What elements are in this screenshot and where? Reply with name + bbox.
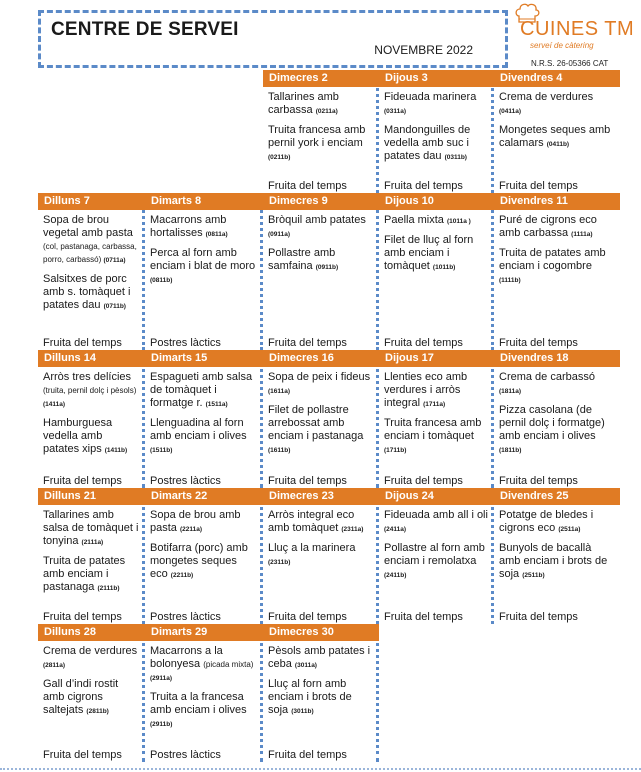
day-header: Dimarts 29 bbox=[145, 624, 263, 641]
day-header: Dilluns 14 bbox=[38, 350, 145, 367]
dish-name: Perca al forn amb enciam i blat de moro bbox=[150, 247, 256, 272]
day-cell bbox=[145, 350, 263, 488]
day-cell bbox=[494, 70, 617, 193]
day-header: Divendres 25 bbox=[494, 488, 620, 505]
dish-name: Botifarra (porc) amb mongetes seques eco bbox=[150, 542, 248, 580]
dish-code: (2411a) bbox=[384, 526, 407, 533]
dessert: Fruita del temps bbox=[499, 180, 578, 192]
second-course bbox=[268, 247, 373, 274]
day-cell bbox=[38, 350, 145, 488]
day-header: Dimecres 23 bbox=[263, 488, 379, 505]
empty-day-cell bbox=[38, 70, 145, 193]
dessert: Fruita del temps bbox=[499, 611, 578, 623]
first-course bbox=[384, 91, 488, 118]
dish-code: (2211a) bbox=[179, 526, 203, 533]
dish-code: (2111b) bbox=[97, 585, 120, 592]
dish-name: Llenties eco amb verdures i arròs integral bbox=[384, 371, 468, 409]
dish-code: (0911a) bbox=[268, 231, 291, 238]
page-title: CENTRE DE SERVEI bbox=[51, 19, 239, 40]
first-course bbox=[268, 371, 373, 398]
dessert: Fruita del temps bbox=[268, 475, 347, 487]
first-course bbox=[499, 91, 614, 118]
dish-code: (2811b) bbox=[86, 708, 109, 715]
first-course bbox=[43, 214, 139, 267]
dessert: Postres làctics bbox=[150, 611, 221, 623]
day-header: Dilluns 28 bbox=[38, 624, 145, 641]
dish-code: (2111a) bbox=[81, 539, 104, 546]
dish-code: (0411b) bbox=[546, 141, 570, 148]
day-header: Dijous 17 bbox=[379, 350, 494, 367]
logo-tagline: serveí de càtering bbox=[530, 41, 594, 50]
second-course bbox=[43, 678, 139, 718]
dish-code: (1111a) bbox=[571, 231, 593, 238]
day-dishes bbox=[145, 641, 260, 731]
title-box bbox=[38, 10, 508, 68]
dish-code: (1611a) bbox=[268, 388, 291, 395]
dessert: Fruita del temps bbox=[43, 337, 122, 349]
dish-code: (3011a) bbox=[294, 662, 317, 669]
first-course bbox=[384, 509, 488, 536]
dessert: Fruita del temps bbox=[43, 749, 122, 761]
day-cell bbox=[379, 70, 494, 193]
second-course bbox=[150, 417, 257, 457]
second-course bbox=[150, 247, 257, 287]
day-dishes bbox=[263, 210, 376, 274]
empty-day-cell bbox=[379, 624, 494, 762]
dessert: Fruita del temps bbox=[268, 611, 347, 623]
first-course bbox=[499, 509, 614, 536]
dish-name: Lluç a la marinera bbox=[268, 542, 356, 554]
dish-name: Potatge de bledes i cigrons eco bbox=[499, 509, 594, 534]
first-course bbox=[43, 509, 139, 549]
logo-name: CUINES TM bbox=[520, 18, 635, 40]
dish-code: (0311b) bbox=[444, 154, 467, 161]
dish-name: Crema de verdures bbox=[499, 91, 594, 103]
dish-code: (2311b) bbox=[268, 559, 291, 566]
dish-code: (1111b) bbox=[499, 277, 521, 284]
day-cell bbox=[38, 624, 145, 762]
dish-code: (2411b) bbox=[384, 572, 407, 579]
dish-name: Tallarines amb salsa de tomàquet i tonyina bbox=[43, 509, 139, 547]
day-dishes bbox=[38, 210, 142, 313]
day-dishes bbox=[379, 367, 491, 457]
day-cell bbox=[379, 193, 494, 350]
dish-name: Truita francesa amb pernil york i enciam bbox=[268, 124, 366, 149]
day-header: Divendres 4 bbox=[494, 70, 620, 87]
dish-code: (0311a) bbox=[384, 108, 407, 115]
day-dishes bbox=[263, 641, 376, 718]
dish-name: Espagueti amb salsa de tomàquet i formatge r. bbox=[150, 371, 253, 409]
first-course bbox=[43, 645, 139, 672]
dish-name: Filet de lluç al forn amb enciam i tomàquet bbox=[384, 234, 474, 272]
dessert: Fruita del temps bbox=[268, 337, 347, 349]
dish-code: (1511b) bbox=[150, 447, 173, 454]
dish-name: Salsitxes de porc amb s. tomàquet i patates dau bbox=[43, 273, 131, 311]
dish-name: Crema de verdures bbox=[43, 645, 138, 657]
dish-name: Arròs integral eco amb tomàquet bbox=[268, 509, 355, 534]
dish-code: (2311a) bbox=[341, 526, 364, 533]
dish-name: Paella mixta bbox=[384, 214, 447, 226]
first-course bbox=[268, 509, 373, 536]
dish-name: Tallarines amb carbassa bbox=[268, 91, 339, 116]
dessert: Fruita del temps bbox=[268, 749, 347, 761]
dish-code: (0211a) bbox=[315, 108, 338, 115]
day-header: Dimarts 22 bbox=[145, 488, 263, 505]
dish-name: Sopa de brou amb pasta bbox=[150, 509, 241, 534]
first-course bbox=[150, 509, 257, 536]
dish-name: Bunyols de bacallà amb enciam i brots de soja bbox=[499, 542, 608, 580]
day-header: Dimecres 16 bbox=[263, 350, 379, 367]
second-course bbox=[43, 417, 139, 457]
dish-code: (1611b) bbox=[268, 447, 291, 454]
dish-name: Sopa de peix i fideus bbox=[268, 371, 371, 383]
footer-divider bbox=[0, 768, 641, 770]
day-dishes bbox=[145, 505, 260, 582]
dish-code: (0711a) bbox=[103, 257, 126, 264]
dish-code: (0811a) bbox=[205, 231, 228, 238]
day-header: Dijous 3 bbox=[379, 70, 494, 87]
first-course bbox=[268, 214, 373, 241]
day-dishes bbox=[38, 641, 142, 718]
dish-name: Pizza casolana (de pernil dolç i formatge) amb enciam i olives bbox=[499, 404, 605, 442]
day-dishes bbox=[379, 505, 491, 582]
day-dishes bbox=[145, 367, 260, 457]
dish-code: (2911b) bbox=[150, 721, 173, 728]
dish-code: (2211b) bbox=[170, 572, 194, 579]
day-header: Dimarts 15 bbox=[145, 350, 263, 367]
dish-code: (0811b) bbox=[150, 277, 173, 284]
day-cell bbox=[263, 488, 379, 624]
first-course bbox=[150, 214, 257, 241]
dish-name: Pollastre amb samfaina bbox=[268, 247, 336, 272]
day-dishes bbox=[494, 87, 617, 151]
dish-code: (3011b) bbox=[291, 708, 314, 715]
dish-code: (1011b) bbox=[432, 264, 456, 271]
dish-code: (0911b) bbox=[315, 264, 339, 271]
day-cell bbox=[145, 488, 263, 624]
dish-code: (1411a) bbox=[43, 401, 66, 408]
day-header: Dimecres 30 bbox=[263, 624, 379, 641]
day-cell bbox=[263, 70, 379, 193]
day-header: Dilluns 7 bbox=[38, 193, 145, 210]
dish-name: Puré de cigrons eco amb carbassa bbox=[499, 214, 597, 239]
dish-name: Arròs tres delícies bbox=[43, 371, 132, 383]
second-course bbox=[384, 124, 488, 164]
second-course bbox=[268, 404, 373, 457]
empty-day-cell bbox=[494, 624, 617, 762]
second-course bbox=[384, 542, 488, 582]
dish-name: Macarrons amb hortalisses bbox=[150, 214, 227, 239]
second-course bbox=[268, 678, 373, 718]
day-header: Dijous 24 bbox=[379, 488, 494, 505]
dish-name: Truita francesa amb enciam i tomàquet bbox=[384, 417, 482, 442]
day-cell bbox=[263, 193, 379, 350]
dish-code: (1811a) bbox=[499, 388, 522, 395]
dish-name: Pollastre al forn amb enciam i remolatxa bbox=[384, 542, 485, 567]
day-header: Dilluns 21 bbox=[38, 488, 145, 505]
dish-name: Gall d’indi rostit amb cigrons saltejats bbox=[43, 678, 119, 716]
dish-name: Pèsols amb patates i ceba bbox=[268, 645, 371, 670]
dessert: Postres làctics bbox=[150, 337, 221, 349]
logo bbox=[514, 0, 639, 56]
dish-code: (1011a ) bbox=[446, 218, 471, 225]
day-cell bbox=[494, 488, 617, 624]
day-header: Dimecres 9 bbox=[263, 193, 379, 210]
second-course bbox=[384, 234, 488, 274]
first-course bbox=[384, 371, 488, 411]
second-course bbox=[268, 542, 373, 569]
second-course bbox=[150, 542, 257, 582]
dessert: Fruita del temps bbox=[43, 475, 122, 487]
day-dishes bbox=[38, 505, 142, 595]
dessert: Fruita del temps bbox=[499, 475, 578, 487]
dish-name: Sopa de brou vegetal amb pasta bbox=[43, 214, 133, 239]
day-header: Dimecres 2 bbox=[263, 70, 379, 87]
day-dishes bbox=[38, 367, 142, 457]
day-cell bbox=[145, 193, 263, 350]
day-cell bbox=[379, 488, 494, 624]
day-dishes bbox=[494, 505, 617, 582]
first-course bbox=[499, 214, 614, 241]
first-course bbox=[150, 371, 257, 411]
dish-code: (2511a) bbox=[558, 526, 581, 533]
second-course bbox=[43, 273, 139, 313]
day-cell bbox=[38, 488, 145, 624]
second-course bbox=[499, 542, 614, 582]
day-dishes bbox=[494, 210, 617, 287]
day-cell bbox=[263, 624, 379, 762]
dish-note: (col, pastanaga, carbassa, porro, carbassó) bbox=[43, 242, 137, 264]
dish-code: (0211b) bbox=[268, 154, 291, 161]
day-dishes bbox=[379, 87, 491, 164]
dessert: Fruita del temps bbox=[384, 475, 463, 487]
day-dishes bbox=[145, 210, 260, 287]
dish-name: Filet de pollastre arrebossat amb enciam i pastanaga bbox=[268, 404, 364, 442]
dish-name: Mandonguilles de vedella amb suc i patates dau bbox=[384, 124, 471, 162]
day-header: Divendres 11 bbox=[494, 193, 620, 210]
day-cell bbox=[494, 193, 617, 350]
day-cell bbox=[494, 350, 617, 488]
dish-name: Truita de patates amb enciam i pastanaga bbox=[43, 555, 126, 593]
day-dishes bbox=[494, 367, 617, 457]
dish-code: (2511b) bbox=[522, 572, 545, 579]
day-dishes bbox=[263, 367, 376, 457]
day-cell bbox=[379, 350, 494, 488]
dish-name: Crema de carbassó bbox=[499, 371, 595, 383]
first-course bbox=[43, 371, 139, 411]
dessert: Fruita del temps bbox=[384, 337, 463, 349]
empty-day-cell bbox=[145, 70, 263, 193]
menu-grid bbox=[38, 70, 617, 762]
dessert: Postres làctics bbox=[150, 475, 221, 487]
day-dishes bbox=[263, 87, 376, 164]
dessert: Fruita del temps bbox=[43, 611, 122, 623]
dessert: Fruita del temps bbox=[268, 180, 347, 192]
first-course bbox=[499, 371, 614, 398]
first-course bbox=[384, 214, 488, 228]
dish-name: Lluç al forn amb enciam i brots de soja bbox=[268, 678, 352, 716]
second-course bbox=[150, 691, 257, 731]
dish-code: (1711a) bbox=[423, 401, 446, 408]
second-course bbox=[499, 404, 614, 457]
dish-code: (0711b) bbox=[103, 303, 126, 310]
second-course bbox=[499, 124, 614, 151]
second-course bbox=[43, 555, 139, 595]
day-cell bbox=[38, 193, 145, 350]
dish-code: (1811b) bbox=[499, 447, 522, 454]
day-header: Dimarts 8 bbox=[145, 193, 263, 210]
registration-number: N.R.S. 26-05366 CAT bbox=[531, 59, 609, 68]
dish-code: (0411a) bbox=[499, 108, 522, 115]
dish-name: Llenguadina al forn amb enciam i olives bbox=[150, 417, 247, 442]
dish-code: (2811a) bbox=[43, 662, 66, 669]
dish-code: (1511a) bbox=[205, 401, 228, 408]
dish-note: (picada mixta) bbox=[203, 660, 254, 669]
dish-code: (1711b) bbox=[384, 447, 407, 454]
month-label: NOVEMBRE 2022 bbox=[374, 43, 473, 57]
dessert: Fruita del temps bbox=[384, 180, 463, 192]
dish-name: Truita de patates amb enciam i cogombre bbox=[499, 247, 606, 272]
first-course bbox=[268, 645, 373, 672]
day-header: Dijous 10 bbox=[379, 193, 494, 210]
dessert: Postres làctics bbox=[150, 749, 221, 761]
second-course bbox=[268, 124, 373, 164]
first-course bbox=[150, 645, 257, 685]
dish-name: Macarrons a la bolonyesa bbox=[150, 645, 223, 670]
dish-note: (truita, pernil dolç i pèsols) bbox=[43, 386, 137, 395]
dish-name: Bròquil amb patates bbox=[268, 214, 366, 226]
first-course bbox=[268, 91, 373, 118]
day-dishes bbox=[379, 210, 491, 274]
dessert: Fruita del temps bbox=[384, 611, 463, 623]
dish-name: Mongetes seques amb calamars bbox=[499, 124, 611, 149]
dish-code: (1411b) bbox=[104, 447, 128, 454]
dish-code: (2911a) bbox=[150, 675, 173, 682]
dish-name: Hamburguesa vedella amb patates xips bbox=[43, 417, 113, 455]
day-cell bbox=[145, 624, 263, 762]
second-course bbox=[384, 417, 488, 457]
dish-name: Fideuada amb all i oli bbox=[384, 509, 488, 521]
day-cell bbox=[263, 350, 379, 488]
dish-name: Truita a la francesa amb enciam i olives bbox=[150, 691, 247, 716]
dessert: Fruita del temps bbox=[499, 337, 578, 349]
day-dishes bbox=[263, 505, 376, 569]
day-header: Divendres 18 bbox=[494, 350, 620, 367]
dish-name: Fideuada marinera bbox=[384, 91, 477, 103]
second-course bbox=[499, 247, 614, 287]
